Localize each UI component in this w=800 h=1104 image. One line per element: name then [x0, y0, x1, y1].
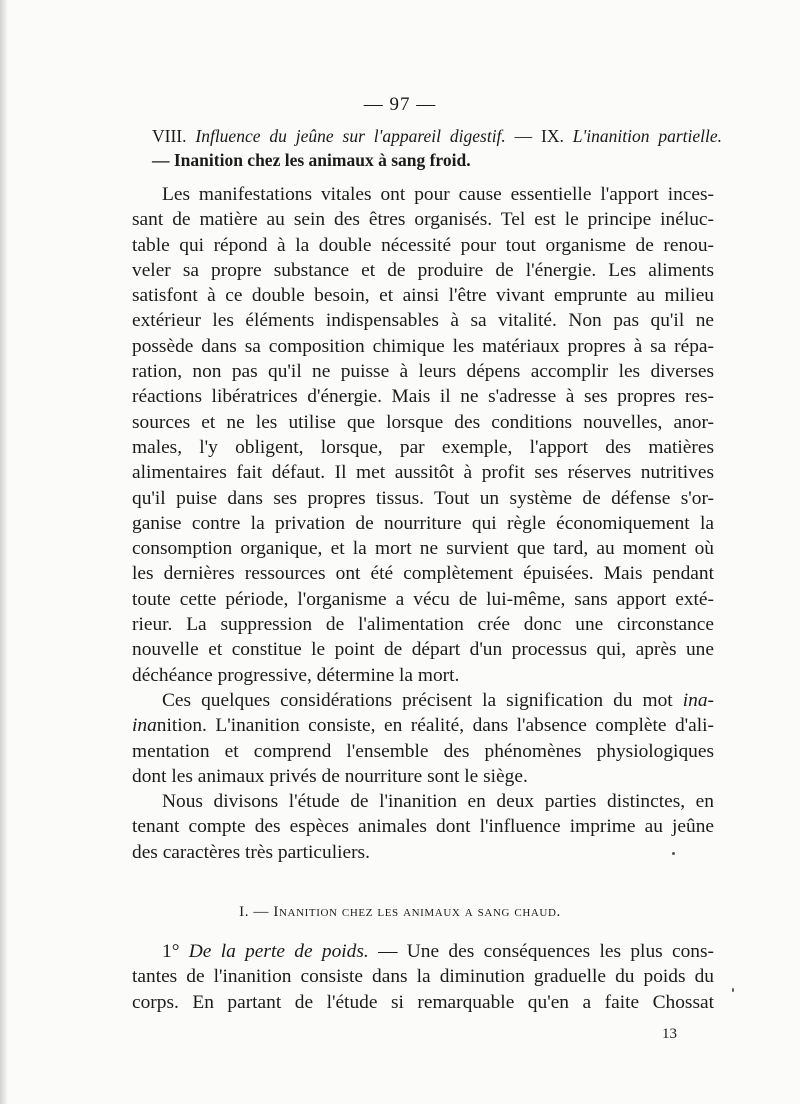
text-line: qu'il puise dans ses propres tissus. Tout un système de défense s'or- [132, 487, 714, 509]
paragraph-3 [132, 789, 714, 865]
text-line: ration, non pas qu'il ne puisse à leurs dépens accomplir les diverses [132, 361, 714, 383]
text-line: toute cette période, l'organisme a vécu de lui-même, sans apport exté- [132, 588, 714, 610]
scan-speck [672, 852, 675, 855]
chapter-summary [152, 124, 722, 172]
subsection-first-line [132, 939, 714, 964]
text-line: les dernières ressources ont été complètement épuisées. Mais pendant [132, 563, 714, 585]
subsection-number: 1° [162, 941, 189, 962]
text-line: rieur. La suppression de l'alimentation crée donc une circonstance [132, 614, 714, 636]
section-heading [0, 904, 800, 921]
summary-italic-b: L'inanition partielle. [572, 126, 723, 146]
text-line: tenant compte des espèces animales dont l'influence imprime au jeûne [132, 816, 714, 838]
text-line: possède dans sa composition chimique les matériaux propres à sa répa- [132, 335, 714, 357]
italic-word: ina [132, 715, 157, 737]
text-line: Nous divisons l'étude de l'inanition en deux parties distinctes, en [162, 791, 714, 813]
paragraph-2 [132, 688, 714, 789]
text-line: réactions libératrices d'énergie. Mais il ne s'adresse à ses propres res- [132, 386, 714, 408]
text-line: sources et ne les utilise que lorsque des conditions nouvelles, anor- [132, 411, 714, 433]
sheet-signature: 13 [662, 1026, 677, 1042]
text-line: ganise contre la privation de nourriture qui règle économiquement la [132, 512, 714, 534]
text-line: nouvelle et constitue le point de départ d'un processus qui, après une [132, 639, 714, 661]
text-line: des caractères très particuliers. [132, 841, 370, 863]
text-line: tantes de l'inanition consiste dans la diminution graduelle du poids du [132, 966, 714, 988]
text-line-with-italic [132, 688, 714, 713]
text-line: table qui répond à la double nécessité pour tout organisme de renou- [132, 234, 714, 256]
text-line: dont les animaux privés de nourriture sont le siège. [132, 765, 528, 787]
subsection-paragraph [132, 939, 714, 1015]
subsection-title: De la perte de poids. [188, 941, 369, 962]
text-line: sant de matière au sein des êtres organisés. Tel est le principe inéluc- [132, 209, 714, 231]
text-line: déchéance progressive, détermine la mort. [132, 664, 460, 686]
scan-speck [732, 988, 734, 992]
section-title: Inanition chez les animaux a sang chaud. [273, 904, 561, 920]
summary-line-1 [152, 124, 722, 148]
italic-word: ina- [682, 689, 714, 711]
paragraph-1 [132, 182, 714, 688]
section-numeral: I. — [239, 904, 274, 920]
summary-line-2: — Inanition chez les animaux à sang froid. [152, 150, 471, 170]
text-line: males, l'y obligent, lorsque, par exemple, l'apport des matières [132, 436, 714, 458]
text-segment: — Une des conséquences les plus cons- [368, 941, 714, 962]
text-line: satisfont à ce double besoin, et ainsi l'être vivant emprunte au milieu [132, 285, 714, 307]
text-segment: nition. L'inanition consiste, en réalité, dans l'absence complète d'ali- [156, 715, 714, 737]
summary-italic-a: Influence du jeûne sur l'appareil digestif. [195, 126, 506, 146]
text-line-with-italic [132, 713, 714, 738]
text-line: corps. En partant de l'étude si remarquable qu'en a faite Chossat [132, 991, 714, 1013]
text-line: veler sa propre substance et de produire de l'énergie. Les aliments [132, 259, 714, 281]
text-line: consomption organique, et la mort ne survient que tard, au moment où [132, 538, 714, 560]
body-text [132, 182, 714, 865]
text-line: extérieur les éléments indispensables à sa vitalité. Non pas qu'il ne [132, 310, 714, 332]
text-segment: Ces quelques considérations précisent la signification du mot [162, 689, 673, 711]
text-line: mentation et comprend l'ensemble des phénomènes physiologiques [132, 740, 714, 762]
summary-prefix: VIII. [152, 126, 196, 146]
text-line: Les manifestations vitales ont pour cause essentielle l'apport inces- [162, 184, 714, 205]
page-number: — 97 — [363, 94, 437, 115]
summary-mid: — IX. [505, 126, 573, 146]
page-gutter-shadow [0, 0, 8, 1104]
text-line: alimentaires fait défaut. Il met aussitôt à profit ses réserves nutritives [132, 462, 714, 484]
